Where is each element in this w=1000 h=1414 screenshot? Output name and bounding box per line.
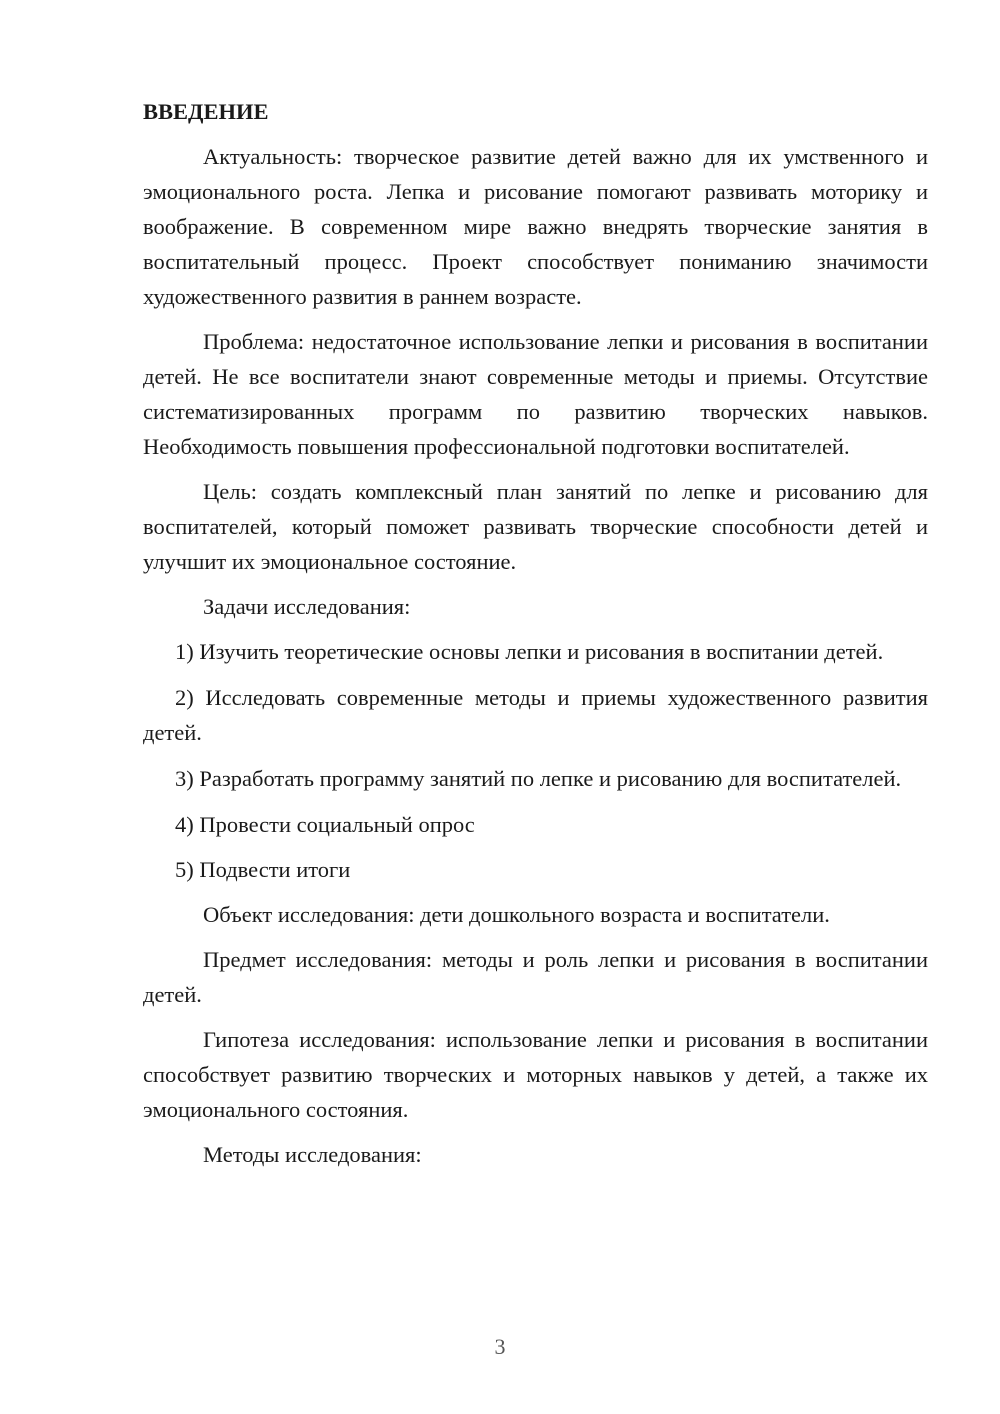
section-title: ВВЕДЕНИЕ bbox=[143, 99, 269, 124]
task-item-2: 2) Исследовать современные методы и приемы художественного развития детей. bbox=[143, 685, 928, 745]
methods-heading: Методы исследования: bbox=[203, 1142, 422, 1167]
task-item-1: 1) Изучить теоретические основы лепки и рисования в воспитании детей. bbox=[175, 639, 884, 664]
problem-paragraph: Проблема: недостаточное использование лепки и рисования в воспитании детей. Не все воспитатели знают современные методы и приемы. Отсутствие систематизированных программ по развитию творческих навыков. Необходимость повышения профессиональной подготовки воспитателей. bbox=[143, 329, 928, 459]
task-item-3: 3) Разработать программу занятий по лепке и рисованию для воспитателей. bbox=[175, 766, 902, 791]
hypothesis-paragraph: Гипотеза исследования: использование лепки и рисования в воспитании способствует развитию творческих и моторных навыков у детей, а также их эмоционального состояния. bbox=[143, 1027, 928, 1122]
task-item-5: 5) Подвести итоги bbox=[175, 857, 351, 882]
tasks-heading: Задачи исследования: bbox=[203, 594, 411, 619]
relevance-paragraph: Актуальность: творческое развитие детей важно для их умственного и эмоционального роста. Лепка и рисование помогают развивать моторику и воображение. В современном мире важно внедрять творческие занятия в воспитательный процесс. Проект способствует пониманию значимости художественного развития в раннем возрасте. bbox=[143, 144, 928, 309]
page-number: 3 bbox=[494, 1334, 506, 1359]
task-item-4: 4) Провести социальный опрос bbox=[175, 812, 475, 837]
subject-paragraph: Предмет исследования: методы и роль лепки и рисования в воспитании детей. bbox=[143, 947, 928, 1007]
goal-paragraph: Цель: создать комплексный план занятий по лепке и рисованию для воспитателей, который поможет развивать творческие способности детей и улучшит их эмоциональное состояние. bbox=[143, 479, 928, 574]
page-content bbox=[143, 94, 928, 1182]
object-paragraph: Объект исследования: дети дошкольного возраста и воспитатели. bbox=[203, 902, 830, 927]
